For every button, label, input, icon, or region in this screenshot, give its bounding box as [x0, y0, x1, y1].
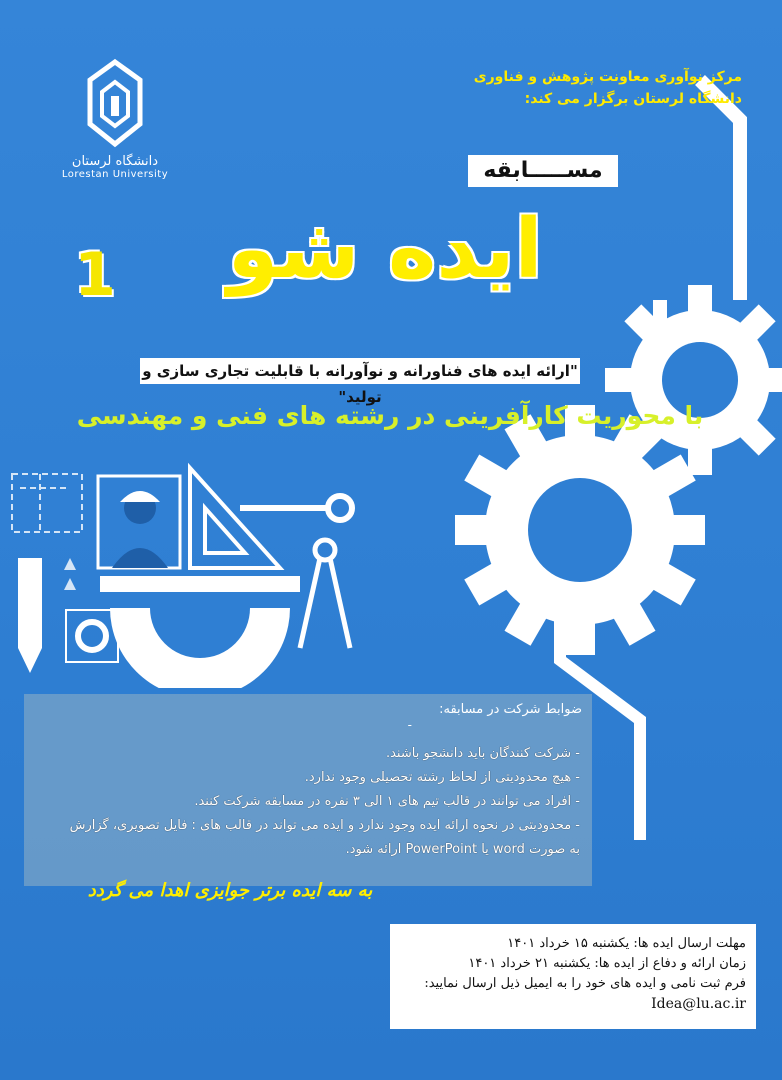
worker-icon: [98, 476, 180, 568]
contact-email[interactable]: Idea@lu.ac.ir: [651, 996, 746, 1012]
gear-icon: [455, 405, 705, 655]
rules-title: ضوابط شرکت در مسابقه:: [439, 702, 582, 717]
rule-item: - شرکت کنندگان باید دانشجو باشند.: [385, 746, 580, 761]
rules-box: [24, 694, 592, 886]
rule-item: - محدودیتی در نحوه ارائه ایده وجود ندارد و ایده می تواند در قالب های : فایل تصویری، گزارش: [69, 818, 580, 833]
competition-title: ایده شو: [227, 202, 543, 297]
university-logo: [60, 58, 170, 198]
gear-icon: [66, 610, 118, 662]
prize-text: به سه ایده برتر جوایزی اهدا می گردد: [87, 880, 373, 901]
engineering-illustration: [0, 458, 420, 688]
logo-name-fa: دانشگاه لرستان: [71, 154, 159, 169]
deadlines-box: [390, 924, 756, 1029]
protractor-icon: [100, 576, 300, 688]
organizer-text: [322, 66, 742, 110]
competition-subtitle: "ارائه ایده های فناورانه و نوآورانه با قابلیت تجاری سازی و تولید": [140, 358, 580, 384]
edition-number: 1: [74, 240, 116, 310]
compass-icon: [300, 540, 350, 648]
presentation-date: زمان ارائه و دفاع از ایده ها: یکشنبه ۲۱ خرداد ۱۴۰۱: [468, 956, 746, 971]
organizer-line: دانشگاه لرستان برگزار می کند:: [524, 91, 742, 107]
rule-item: - افراد می توانند در قالب تیم های ۱ الی ۳ نفره در مسابقه شرکت کنند.: [194, 794, 580, 809]
form-note: فرم ثبت نامی و ایده های خود را به ایمیل ذیل ارسال نمایید:: [424, 976, 746, 991]
rule-item: - هیچ محدودیتی از لحاظ رشته تحصیلی وجود ندارد.: [304, 770, 580, 785]
competition-focus: با محوریت کارآفرینی در رشته های فنی و مهندسی: [76, 401, 704, 430]
logo-name-en: Lorestan University: [61, 169, 169, 180]
rules-bullet: -: [407, 718, 412, 732]
logo-icon: [80, 58, 150, 148]
wrench-icon: [240, 496, 352, 520]
ruler-icon: [190, 468, 280, 568]
pencil-icon: [18, 558, 42, 673]
submit-deadline: مهلت ارسال ایده ها: یکشنبه ۱۵ خرداد ۱۴۰۱: [507, 936, 746, 951]
rule-item: به صورت word یا PowerPoint ارائه شود.: [345, 842, 580, 857]
competition-label: مســـــابقه: [468, 155, 618, 187]
organizer-line: مرکز نوآوری معاونت پژوهش و فناوری: [473, 69, 742, 85]
